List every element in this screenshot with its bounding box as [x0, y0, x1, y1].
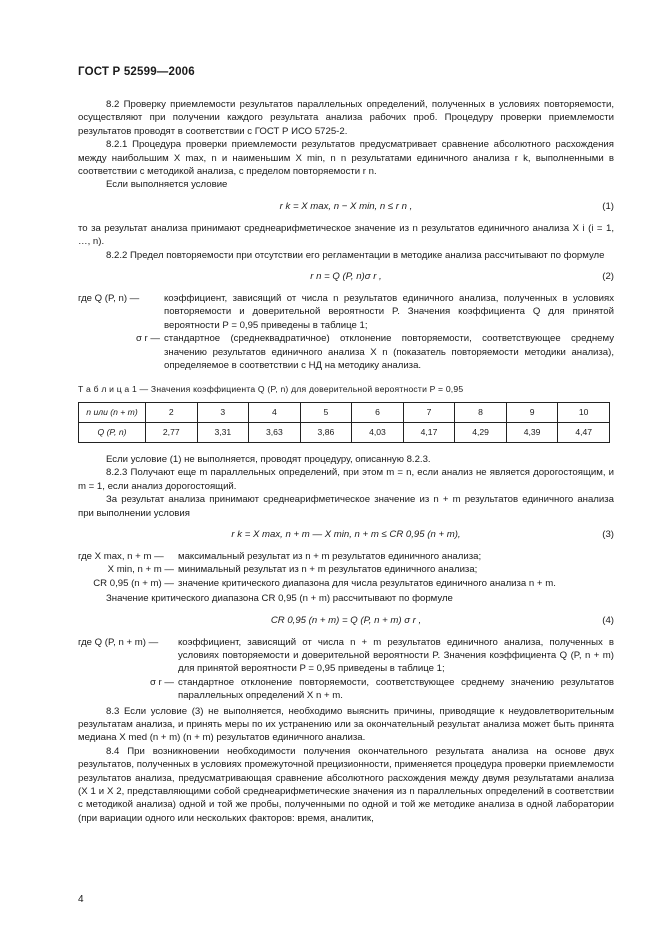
definition-text: стандартное (среднеквадратичное) отклонение повторяемости, соответствующее среднему значению результатов единичного анализа X n (показатель повторяемости методики анализа), определяемое в соответствии с НД на методику анализа.: [164, 333, 614, 372]
definition-symbol: CR 0,95 (n + m) —: [93, 577, 174, 589]
definition-text: стандартное отклонение повторяемости, соответствующее среднему значению результатов параллельных определений X n + m.: [178, 676, 614, 702]
definition-q-nm: [78, 636, 614, 676]
definition-sigma-r: [78, 676, 614, 703]
paragraph-condition: Если выполняется условие: [106, 179, 228, 191]
table-cell: 3,86: [300, 422, 352, 442]
definitions-formula-4: [78, 636, 614, 703]
formula-2-number: (2): [602, 271, 614, 283]
document-header: ГОСТ Р 52599—2006: [78, 66, 195, 78]
definition-text: коэффициент, зависящий от числа n результатов единичного анализа, полученных в условиях повторяемости и доверительной вероятности P. Значения коэффициента Q для принятой вероятности P = 0,95 приведены в таблице 1;: [164, 293, 614, 331]
formula-4-number: (4): [602, 614, 614, 626]
formula-3-text: r k = X max, n + m — X min, n + m ≤ CR 0,95 (n + m),: [231, 528, 461, 540]
definition-q: [78, 292, 614, 332]
definition-text: коэффициент, зависящий от числа n + m результатов единичного анализа, полученных в условиях повторяемости и доверительной вероятности P. Значения коэффициента Q (P, n + m) для принятой вероятности P = 0,95 приведены в таблице 1;: [178, 636, 614, 675]
definition-symbol: где Q (P, n) —: [78, 293, 140, 305]
definitions-formula-2: [78, 292, 614, 372]
page-number: 4: [78, 894, 84, 905]
paragraph-8-2-2: 8.2.2 Предел повторяемости при отсутствии его регламентации в методике анализа рассчитывают по формуле: [106, 249, 605, 261]
table-cell: 6: [352, 402, 404, 422]
table-row: [79, 422, 610, 442]
table-row-label: n или (n + m): [79, 402, 146, 422]
paragraph-mean: За результат анализа принимают среднеарифметическое значение из n + m результатов единичного анализа при выполнении условия: [78, 494, 614, 519]
paragraph-8-4: 8.4 При возникновении необходимости получения окончательного результата анализа на основе двух результатов, полученных в условиях промежуточной прецизионности, применяется процедура проверки приемлемости результатов анализа, предусматривающая сравнение абсолютного расхождения между двумя результатами анализа (X 1 и X 2, представляющими собой среднеарифметические значения из n параллельных определений в соответствии с методикой анализа) одной и той же пробы, полученными по одной и той же методике анализа в одной лаборатории (при вариации одного или нескольких факторов: время, аналитик,: [78, 745, 614, 824]
table-cell: 4,29: [455, 422, 507, 442]
definitions-formula-3: [78, 550, 614, 590]
coefficient-table: [78, 402, 610, 443]
definition-symbol: σ r —: [135, 333, 160, 345]
table-cell: 2: [146, 402, 198, 422]
table-cell: 7: [403, 402, 455, 422]
table-caption: Т а б л и ц а 1 — Значения коэффициента Q (P, n) для доверительной вероятности P = 0,95: [78, 383, 464, 394]
definition-symbol: где X max, n + m —: [78, 550, 164, 562]
table-cell: 3: [197, 402, 249, 422]
table-row: [79, 402, 610, 422]
table-cell: 3,63: [249, 422, 301, 442]
formula-3-number: (3): [602, 528, 614, 540]
definition-xmin: [78, 563, 614, 576]
table-cell: 2,77: [146, 422, 198, 442]
table-cell: 4: [249, 402, 301, 422]
table-row-label: Q (P, n): [79, 422, 146, 442]
formula-1-text: r k = X max, n − X min, n ≤ r n ,: [279, 200, 413, 212]
table-cell: 4,47: [558, 422, 610, 442]
definition-sigma: [78, 332, 614, 372]
table-cell: 8: [455, 402, 507, 422]
document-body: [78, 98, 614, 825]
definition-symbol: σ r —: [149, 676, 174, 688]
paragraph-8-2-3: 8.2.3 Получают еще m параллельных определений, при этом m = n, если анализ не является дорогостоящим, и m = 1, если анализ дорогостоящий.: [78, 467, 614, 492]
table-cell: 4,39: [506, 422, 558, 442]
paragraph-condition-fail: Если условие (1) не выполняется, проводят процедуру, описанную 8.2.3.: [106, 453, 431, 465]
definition-text: минимальный результат из n + m результатов единичного анализа;: [178, 564, 478, 576]
table-cell: 10: [558, 402, 610, 422]
paragraph-critical-range: Значение критического диапазона CR 0,95 (n + m) рассчитывают по формуле: [106, 593, 453, 605]
formula-4: [78, 612, 614, 630]
table-cell: 4,03: [352, 422, 404, 442]
definition-text: максимальный результат из n + m результатов единичного анализа;: [178, 550, 482, 562]
formula-2-text: r n = Q (P, n)σ r ,: [310, 271, 382, 283]
definition-text: значение критического диапазона для числа результатов единичного анализа n + m.: [178, 577, 556, 589]
definition-xmax: [78, 550, 614, 563]
paragraph-8-2: 8.2 Проверку приемлемости результатов параллельных определений, полученных в условиях повторяемости, осуществляют при получении каждого результата анализа рабочих проб. Процедуру проверки приемлемости результатов проводят в соответствии с ГОСТ Р ИСО 5725-2.: [78, 99, 614, 137]
formula-3: [78, 526, 614, 544]
formula-1-number: (1): [602, 200, 614, 212]
table-cell: 5: [300, 402, 352, 422]
formula-1: [78, 198, 614, 216]
paragraph-8-2-1: 8.2.1 Процедура проверки приемлемости результатов предусматривает сравнение абсолютного расхождения между наибольшим X max, n и наименьшим X min, n n результатами единичного анализа r k, выполненными в соответствии с методикой анализа, с пределом повторяемости r n.: [78, 139, 614, 178]
definition-cr: [78, 577, 614, 590]
definition-symbol: где Q (P, n + m) —: [78, 636, 159, 648]
paragraph-result: то за результат анализа принимают среднеарифметическое значение из n результатов единичного анализа X i (i = 1, …, n).: [78, 222, 614, 248]
table-cell: 3,31: [197, 422, 249, 442]
formula-2: [78, 268, 614, 286]
definition-symbol: X min, n + m —: [107, 564, 174, 576]
paragraph-8-3: 8.3 Если условие (3) не выполняется, необходимо выяснить причины, приводящие к неудовлетворительным результатам анализа, и принять меры по их устранению или за окончательный результат анализа может быть принята медиана X med (n + m) (n + m) результатов единичного анализа.: [78, 705, 614, 744]
formula-4-text: CR 0,95 (n + m) = Q (P, n + m) σ r ,: [270, 614, 422, 626]
table-cell: 4,17: [403, 422, 455, 442]
table-cell: 9: [506, 402, 558, 422]
